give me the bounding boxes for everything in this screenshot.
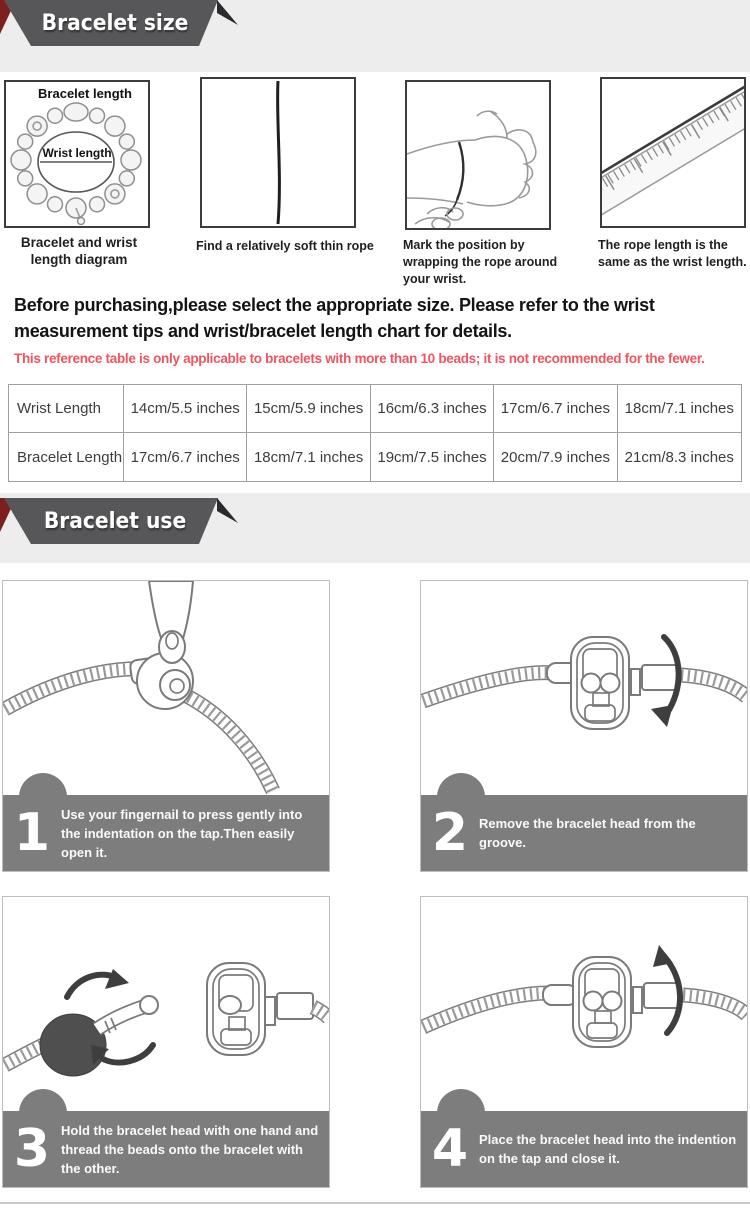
- step-caption-band: [3, 795, 329, 871]
- step-3-illustration: [3, 897, 329, 1112]
- ribbon-fold: [217, 498, 238, 523]
- figure-ruler: [600, 77, 746, 228]
- table-row-label: Wrist Length: [9, 385, 124, 433]
- table-cell: 17cm/6.7 inches: [124, 433, 247, 481]
- step-1-illustration: [3, 581, 329, 796]
- step-number: 4: [431, 1119, 469, 1179]
- step-caption-band: [3, 1111, 329, 1187]
- intro-text: Before purchasing,please select the appropriate size. Please refer to the wrist measurement tips and wrist/bracelet length chart for details.: [14, 295, 655, 341]
- bracelet-size-header: [0, 0, 260, 46]
- table-row-label: Bracelet Length: [9, 433, 124, 481]
- table-cell: 17cm/6.7 inches: [494, 385, 617, 433]
- table-cell: 20cm/7.9 inches: [494, 433, 617, 481]
- step-text: Use your fingernail to press gently into the indentation on the tap.Then easily open it.: [61, 806, 303, 860]
- figure-caption-1: Bracelet and wrist length diagram: [20, 235, 138, 267]
- table-cell: 18cm/7.1 inches: [618, 385, 741, 433]
- table-cell: 14cm/5.5 inches: [124, 385, 247, 433]
- table-cell: 19cm/7.5 inches: [371, 433, 494, 481]
- step-number: 2: [431, 803, 469, 863]
- table-cell: 15cm/5.9 inches: [247, 385, 370, 433]
- step-panel-1: [2, 580, 330, 872]
- step-text: Hold the bracelet head with one hand and thread the beads onto the bracelet with the other.: [61, 1122, 319, 1176]
- step-4-illustration: [421, 897, 747, 1112]
- ribbon-fold: [217, 0, 238, 25]
- bracelet-use-header: [0, 498, 260, 544]
- step-number: 1: [13, 803, 51, 863]
- step-2-illustration: [421, 581, 747, 796]
- figure-caption-3: Mark the position by wrapping the rope around your wrist.: [403, 238, 558, 286]
- warning-text: This reference table is only applicable to bracelets with more than 10 beads; it is not recommended for the fewer.: [14, 351, 705, 366]
- ruler-illustration: [602, 79, 744, 226]
- section-title: Bracelet size: [41, 10, 189, 36]
- figure-caption-2: Find a relatively soft thin rope: [196, 239, 374, 253]
- diagram-label-bracelet-length: Bracelet length: [38, 86, 132, 101]
- step-text: Remove the bracelet head from the groove.: [479, 816, 696, 850]
- bottom-divider: [0, 1202, 750, 1204]
- size-table: [8, 384, 742, 482]
- figure-wrist-wrap: [405, 80, 551, 230]
- step-caption-band: [421, 1111, 747, 1187]
- figure-bracelet-diagram: [4, 80, 150, 228]
- table-cell: 21cm/8.3 inches: [624, 448, 734, 466]
- step-number: 3: [13, 1119, 51, 1179]
- table-cell: 18cm/7.1 inches: [247, 433, 370, 481]
- wrist-wrap-illustration: [407, 82, 549, 228]
- section-title: Bracelet use: [43, 508, 187, 534]
- step-panel-2: [420, 580, 748, 872]
- step-text: Place the bracelet head into the indention on the tap and close it.: [479, 1132, 737, 1166]
- rope-illustration: [202, 79, 354, 226]
- step-panel-4: [420, 896, 748, 1188]
- figure-caption-4: The rope length is the same as the wrist length.: [598, 238, 747, 269]
- diagram-label-wrist-length: Wrist length: [42, 146, 112, 160]
- step-caption-band: [421, 795, 747, 871]
- table-cell: 16cm/6.3 inches: [371, 385, 494, 433]
- figure-rope: [200, 77, 356, 228]
- step-panel-3: [2, 896, 330, 1188]
